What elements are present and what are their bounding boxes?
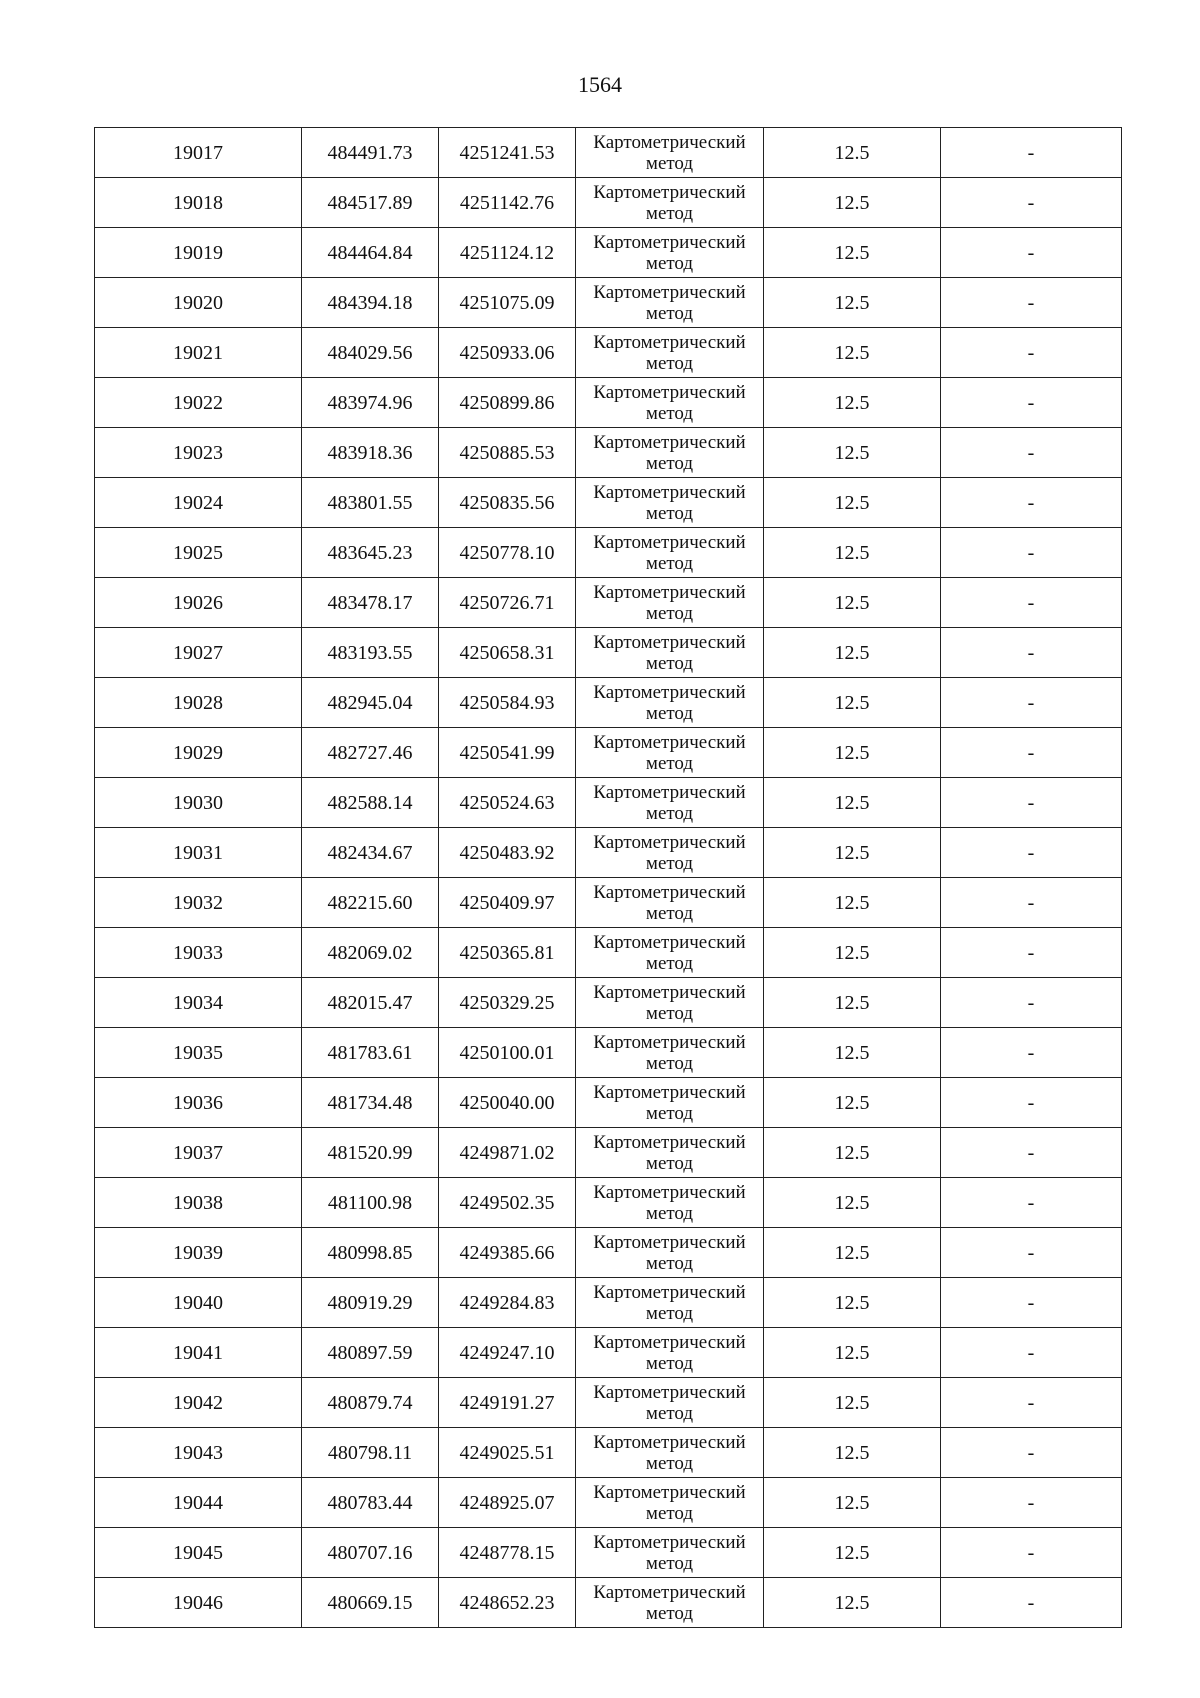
table-row	[95, 578, 1122, 628]
table-row	[95, 928, 1122, 978]
method-line-1: Картометрический	[593, 1381, 746, 1403]
method-cell	[576, 1328, 764, 1378]
method-line-1: Картометрический	[593, 1331, 746, 1353]
point-id-cell: 19042	[95, 1378, 302, 1428]
y-coordinate-cell: 4249025.51	[439, 1428, 576, 1478]
accuracy-cell: 12.5	[764, 1178, 941, 1228]
method-cell	[576, 1078, 764, 1128]
note-cell: -	[941, 978, 1122, 1028]
method-cell	[576, 1578, 764, 1628]
point-id-cell: 19038	[95, 1178, 302, 1228]
method-line-1: Картометрический	[593, 681, 746, 703]
method-cell	[576, 1228, 764, 1278]
note-cell: -	[941, 628, 1122, 678]
note-cell: -	[941, 528, 1122, 578]
method-line-1: Картометрический	[593, 981, 746, 1003]
y-coordinate-cell: 4250658.31	[439, 628, 576, 678]
accuracy-cell: 12.5	[764, 878, 941, 928]
table-row	[95, 628, 1122, 678]
note-cell: -	[941, 878, 1122, 928]
note-cell: -	[941, 278, 1122, 328]
x-coordinate-cell: 481100.98	[302, 1178, 439, 1228]
table-row	[95, 1128, 1122, 1178]
accuracy-cell: 12.5	[764, 1378, 941, 1428]
method-cell	[576, 1028, 764, 1078]
y-coordinate-cell: 4250040.00	[439, 1078, 576, 1128]
method-line-2: метод	[645, 502, 694, 524]
note-cell: -	[941, 1578, 1122, 1628]
accuracy-cell: 12.5	[764, 1228, 941, 1278]
accuracy-cell: 12.5	[764, 178, 941, 228]
accuracy-cell: 12.5	[764, 428, 941, 478]
method-line-1: Картометрический	[593, 831, 746, 853]
point-id-cell: 19020	[95, 278, 302, 328]
y-coordinate-cell: 4250778.10	[439, 528, 576, 578]
method-line-2: метод	[645, 952, 694, 974]
note-cell: -	[941, 1478, 1122, 1528]
accuracy-cell: 12.5	[764, 1578, 941, 1628]
method-line-2: метод	[645, 552, 694, 574]
method-cell	[576, 1528, 764, 1578]
note-cell: -	[941, 228, 1122, 278]
method-line-2: метод	[645, 202, 694, 224]
note-cell: -	[941, 178, 1122, 228]
coordinates-table	[94, 127, 1122, 1628]
method-line-1: Картометрический	[593, 481, 746, 503]
table-row	[95, 978, 1122, 1028]
y-coordinate-cell: 4251075.09	[439, 278, 576, 328]
y-coordinate-cell: 4248778.15	[439, 1528, 576, 1578]
x-coordinate-cell: 480998.85	[302, 1228, 439, 1278]
y-coordinate-cell: 4250365.81	[439, 928, 576, 978]
accuracy-cell: 12.5	[764, 228, 941, 278]
table-row	[95, 428, 1122, 478]
y-coordinate-cell: 4251142.76	[439, 178, 576, 228]
method-cell	[576, 128, 764, 178]
accuracy-cell: 12.5	[764, 1478, 941, 1528]
x-coordinate-cell: 480783.44	[302, 1478, 439, 1528]
y-coordinate-cell: 4251124.12	[439, 228, 576, 278]
table-row	[95, 528, 1122, 578]
accuracy-cell: 12.5	[764, 328, 941, 378]
method-line-2: метод	[645, 1052, 694, 1074]
x-coordinate-cell: 480897.59	[302, 1328, 439, 1378]
point-id-cell: 19027	[95, 628, 302, 678]
y-coordinate-cell: 4249247.10	[439, 1328, 576, 1378]
point-id-cell: 19041	[95, 1328, 302, 1378]
method-line-1: Картометрический	[593, 1581, 746, 1603]
method-line-1: Картометрический	[593, 1231, 746, 1253]
x-coordinate-cell: 481520.99	[302, 1128, 439, 1178]
point-id-cell: 19019	[95, 228, 302, 278]
y-coordinate-cell: 4248925.07	[439, 1478, 576, 1528]
method-line-1: Картометрический	[593, 1031, 746, 1053]
accuracy-cell: 12.5	[764, 1528, 941, 1578]
table-row	[95, 178, 1122, 228]
method-cell	[576, 528, 764, 578]
note-cell: -	[941, 578, 1122, 628]
accuracy-cell: 12.5	[764, 778, 941, 828]
point-id-cell: 19018	[95, 178, 302, 228]
note-cell: -	[941, 1228, 1122, 1278]
point-id-cell: 19040	[95, 1278, 302, 1328]
point-id-cell: 19037	[95, 1128, 302, 1178]
method-line-2: метод	[645, 1602, 694, 1624]
method-line-2: метод	[645, 1102, 694, 1124]
table-row	[95, 728, 1122, 778]
x-coordinate-cell: 482434.67	[302, 828, 439, 878]
method-line-1: Картометрический	[593, 131, 746, 153]
point-id-cell: 19032	[95, 878, 302, 928]
x-coordinate-cell: 483918.36	[302, 428, 439, 478]
x-coordinate-cell: 480669.15	[302, 1578, 439, 1628]
point-id-cell: 19044	[95, 1478, 302, 1528]
note-cell: -	[941, 1378, 1122, 1428]
x-coordinate-cell: 482215.60	[302, 878, 439, 928]
method-line-1: Картометрический	[593, 631, 746, 653]
note-cell: -	[941, 1078, 1122, 1128]
x-coordinate-cell: 483645.23	[302, 528, 439, 578]
x-coordinate-cell: 480919.29	[302, 1278, 439, 1328]
accuracy-cell: 12.5	[764, 628, 941, 678]
accuracy-cell: 12.5	[764, 928, 941, 978]
table-row	[95, 828, 1122, 878]
x-coordinate-cell: 480879.74	[302, 1378, 439, 1428]
x-coordinate-cell: 483478.17	[302, 578, 439, 628]
accuracy-cell: 12.5	[764, 278, 941, 328]
method-line-1: Картометрический	[593, 1481, 746, 1503]
x-coordinate-cell: 484464.84	[302, 228, 439, 278]
y-coordinate-cell: 4250329.25	[439, 978, 576, 1028]
method-line-1: Картометрический	[593, 881, 746, 903]
table-row	[95, 128, 1122, 178]
table-row	[95, 878, 1122, 928]
method-line-1: Картометрический	[593, 781, 746, 803]
point-id-cell: 19022	[95, 378, 302, 428]
method-line-1: Картометрический	[593, 431, 746, 453]
note-cell: -	[941, 1528, 1122, 1578]
method-cell	[576, 278, 764, 328]
point-id-cell: 19026	[95, 578, 302, 628]
method-cell	[576, 378, 764, 428]
method-line-2: метод	[645, 1252, 694, 1274]
method-cell	[576, 1428, 764, 1478]
method-line-2: метод	[645, 402, 694, 424]
table-row	[95, 228, 1122, 278]
note-cell: -	[941, 678, 1122, 728]
accuracy-cell: 12.5	[764, 378, 941, 428]
point-id-cell: 19039	[95, 1228, 302, 1278]
method-line-2: метод	[645, 1302, 694, 1324]
accuracy-cell: 12.5	[764, 1428, 941, 1478]
y-coordinate-cell: 4250933.06	[439, 328, 576, 378]
table-row	[95, 678, 1122, 728]
note-cell: -	[941, 128, 1122, 178]
table-row	[95, 1478, 1122, 1528]
method-cell	[576, 778, 764, 828]
y-coordinate-cell: 4250885.53	[439, 428, 576, 478]
method-cell	[576, 428, 764, 478]
table-row	[95, 478, 1122, 528]
method-line-1: Картометрический	[593, 1531, 746, 1553]
method-line-1: Картометрический	[593, 281, 746, 303]
point-id-cell: 19035	[95, 1028, 302, 1078]
table-row	[95, 278, 1122, 328]
point-id-cell: 19031	[95, 828, 302, 878]
method-cell	[576, 1278, 764, 1328]
table-row	[95, 1228, 1122, 1278]
method-cell	[576, 828, 764, 878]
accuracy-cell: 12.5	[764, 128, 941, 178]
note-cell: -	[941, 1128, 1122, 1178]
method-cell	[576, 928, 764, 978]
method-line-2: метод	[645, 152, 694, 174]
method-line-1: Картометрический	[593, 731, 746, 753]
method-line-2: метод	[645, 802, 694, 824]
x-coordinate-cell: 480707.16	[302, 1528, 439, 1578]
accuracy-cell: 12.5	[764, 1278, 941, 1328]
table-row	[95, 328, 1122, 378]
method-line-2: метод	[645, 352, 694, 374]
method-line-1: Картометрический	[593, 1131, 746, 1153]
y-coordinate-cell: 4249284.83	[439, 1278, 576, 1328]
x-coordinate-cell: 482069.02	[302, 928, 439, 978]
note-cell: -	[941, 1328, 1122, 1378]
table-row	[95, 778, 1122, 828]
table-row	[95, 1328, 1122, 1378]
x-coordinate-cell: 482015.47	[302, 978, 439, 1028]
x-coordinate-cell: 484394.18	[302, 278, 439, 328]
y-coordinate-cell: 4250524.63	[439, 778, 576, 828]
accuracy-cell: 12.5	[764, 728, 941, 778]
table-row	[95, 1178, 1122, 1228]
x-coordinate-cell: 482588.14	[302, 778, 439, 828]
point-id-cell: 19021	[95, 328, 302, 378]
point-id-cell: 19045	[95, 1528, 302, 1578]
accuracy-cell: 12.5	[764, 828, 941, 878]
method-cell	[576, 678, 764, 728]
method-line-2: метод	[645, 252, 694, 274]
method-line-1: Картометрический	[593, 331, 746, 353]
y-coordinate-cell: 4251241.53	[439, 128, 576, 178]
point-id-cell: 19025	[95, 528, 302, 578]
y-coordinate-cell: 4249502.35	[439, 1178, 576, 1228]
table-row	[95, 1378, 1122, 1428]
method-line-1: Картометрический	[593, 1281, 746, 1303]
method-line-2: метод	[645, 702, 694, 724]
note-cell: -	[941, 478, 1122, 528]
x-coordinate-cell: 482945.04	[302, 678, 439, 728]
table-row	[95, 378, 1122, 428]
x-coordinate-cell: 483974.96	[302, 378, 439, 428]
method-cell	[576, 578, 764, 628]
method-line-2: метод	[645, 652, 694, 674]
method-line-1: Картометрический	[593, 1081, 746, 1103]
table-row	[95, 1578, 1122, 1628]
note-cell: -	[941, 1178, 1122, 1228]
y-coordinate-cell: 4250409.97	[439, 878, 576, 928]
x-coordinate-cell: 482727.46	[302, 728, 439, 778]
point-id-cell: 19024	[95, 478, 302, 528]
table-row	[95, 1528, 1122, 1578]
accuracy-cell: 12.5	[764, 978, 941, 1028]
method-cell	[576, 978, 764, 1028]
x-coordinate-cell: 481783.61	[302, 1028, 439, 1078]
accuracy-cell: 12.5	[764, 1328, 941, 1378]
y-coordinate-cell: 4249191.27	[439, 1378, 576, 1428]
table-row	[95, 1278, 1122, 1328]
point-id-cell: 19023	[95, 428, 302, 478]
method-line-2: метод	[645, 1502, 694, 1524]
x-coordinate-cell: 484491.73	[302, 128, 439, 178]
method-cell	[576, 1128, 764, 1178]
method-line-1: Картометрический	[593, 581, 746, 603]
method-line-2: метод	[645, 602, 694, 624]
point-id-cell: 19017	[95, 128, 302, 178]
note-cell: -	[941, 828, 1122, 878]
y-coordinate-cell: 4250584.93	[439, 678, 576, 728]
method-line-1: Картометрический	[593, 1431, 746, 1453]
method-line-2: метод	[645, 302, 694, 324]
method-line-2: метод	[645, 452, 694, 474]
method-cell	[576, 1478, 764, 1528]
note-cell: -	[941, 1278, 1122, 1328]
y-coordinate-cell: 4248652.23	[439, 1578, 576, 1628]
accuracy-cell: 12.5	[764, 578, 941, 628]
method-line-2: метод	[645, 1552, 694, 1574]
y-coordinate-cell: 4249871.02	[439, 1128, 576, 1178]
point-id-cell: 19028	[95, 678, 302, 728]
method-cell	[576, 728, 764, 778]
accuracy-cell: 12.5	[764, 1078, 941, 1128]
x-coordinate-cell: 480798.11	[302, 1428, 439, 1478]
method-line-1: Картометрический	[593, 381, 746, 403]
y-coordinate-cell: 4250100.01	[439, 1028, 576, 1078]
x-coordinate-cell: 484517.89	[302, 178, 439, 228]
y-coordinate-cell: 4250835.56	[439, 478, 576, 528]
x-coordinate-cell: 484029.56	[302, 328, 439, 378]
table-body	[95, 128, 1122, 1628]
x-coordinate-cell: 481734.48	[302, 1078, 439, 1128]
note-cell: -	[941, 378, 1122, 428]
y-coordinate-cell: 4250483.92	[439, 828, 576, 878]
page-number: 1564	[578, 72, 622, 97]
method-line-1: Картометрический	[593, 1181, 746, 1203]
accuracy-cell: 12.5	[764, 478, 941, 528]
note-cell: -	[941, 1028, 1122, 1078]
table-row	[95, 1078, 1122, 1128]
accuracy-cell: 12.5	[764, 1128, 941, 1178]
point-id-cell: 19033	[95, 928, 302, 978]
y-coordinate-cell: 4249385.66	[439, 1228, 576, 1278]
method-line-2: метод	[645, 1402, 694, 1424]
note-cell: -	[941, 428, 1122, 478]
method-cell	[576, 328, 764, 378]
y-coordinate-cell: 4250899.86	[439, 378, 576, 428]
method-cell	[576, 1378, 764, 1428]
x-coordinate-cell: 483193.55	[302, 628, 439, 678]
point-id-cell: 19030	[95, 778, 302, 828]
method-line-2: метод	[645, 902, 694, 924]
accuracy-cell: 12.5	[764, 1028, 941, 1078]
accuracy-cell: 12.5	[764, 678, 941, 728]
method-cell	[576, 478, 764, 528]
method-line-2: метод	[645, 1002, 694, 1024]
method-line-1: Картометрический	[593, 231, 746, 253]
point-id-cell: 19029	[95, 728, 302, 778]
note-cell: -	[941, 778, 1122, 828]
method-line-2: метод	[645, 1352, 694, 1374]
table-row	[95, 1028, 1122, 1078]
method-cell	[576, 1178, 764, 1228]
note-cell: -	[941, 328, 1122, 378]
method-cell	[576, 878, 764, 928]
method-line-2: метод	[645, 1202, 694, 1224]
method-line-1: Картометрический	[593, 931, 746, 953]
method-line-2: метод	[645, 852, 694, 874]
method-cell	[576, 228, 764, 278]
point-id-cell: 19046	[95, 1578, 302, 1628]
method-line-1: Картометрический	[593, 181, 746, 203]
accuracy-cell: 12.5	[764, 528, 941, 578]
point-id-cell: 19034	[95, 978, 302, 1028]
method-line-2: метод	[645, 1452, 694, 1474]
method-line-2: метод	[645, 752, 694, 774]
note-cell: -	[941, 928, 1122, 978]
y-coordinate-cell: 4250726.71	[439, 578, 576, 628]
table-row	[95, 1428, 1122, 1478]
note-cell: -	[941, 728, 1122, 778]
method-cell	[576, 178, 764, 228]
note-cell: -	[941, 1428, 1122, 1478]
x-coordinate-cell: 483801.55	[302, 478, 439, 528]
point-id-cell: 19036	[95, 1078, 302, 1128]
point-id-cell: 19043	[95, 1428, 302, 1478]
method-line-2: метод	[645, 1152, 694, 1174]
method-line-1: Картометрический	[593, 531, 746, 553]
y-coordinate-cell: 4250541.99	[439, 728, 576, 778]
method-cell	[576, 628, 764, 678]
